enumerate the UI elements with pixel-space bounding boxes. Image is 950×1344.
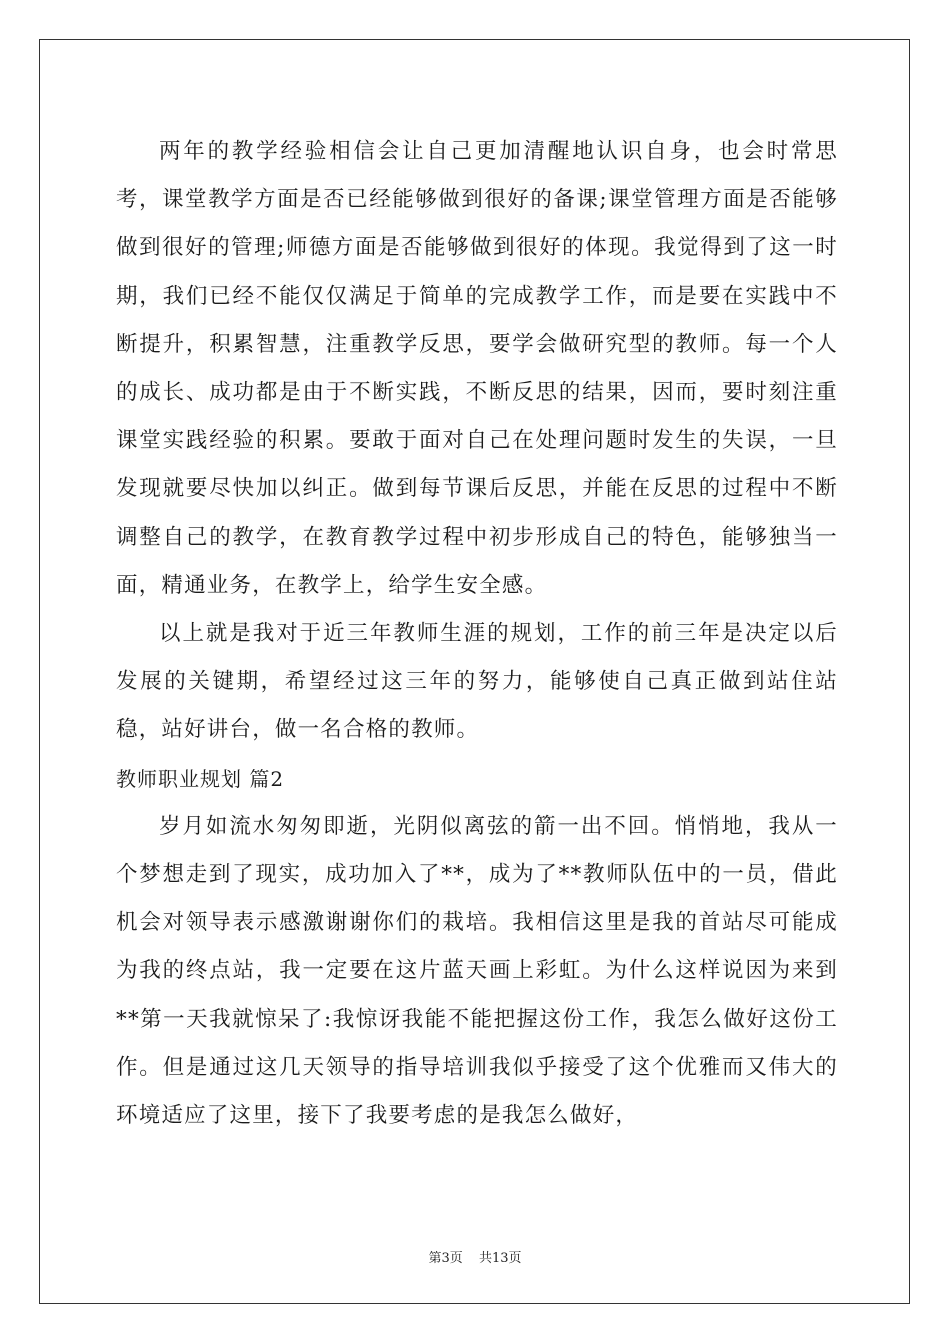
page-number: 第3页 [428, 1251, 463, 1266]
paragraph-summary: 以上就是我对于近三年教师生涯的规划，工作的前三年是决定以后发展的关键期，希望经过这三年的努力，能够使自己真正做到站住站稳，站好讲台，做一名合格的教师。 [116, 621, 838, 743]
section-heading: 教师职业规划 篇2 [116, 766, 285, 791]
document-body [116, 128, 838, 1140]
page-footer [0, 1247, 950, 1266]
page-total: 共13页 [478, 1251, 522, 1266]
paragraph-section-2: 岁月如流水匆匆即逝，光阴似离弦的箭一出不回。悄悄地，我从一个梦想走到了现实，成功加入了**，成为了**教师队伍中的一员，借此机会对领导表示感激谢谢你们的栽培。我相信这里是我的首站尽可能成为我的终点站，我一定要在这片蓝天画上彩虹。为什么这样说因为来到**第一天我就惊呆了:我惊讶我能不能把握这份工作，我怎么做好这份工作。但是通过这几天领导的指导培训我似乎接受了这个优雅而又伟大的环境适应了这里，接下了我要考虑的是我怎么做好， [116, 813, 838, 1129]
paragraph-reflection: 两年的教学经验相信会让自己更加清醒地认识自身，也会时常思考，课堂教学方面是否已经能够做到很好的备课;课堂管理方面是否能够做到很好的管理;师德方面是否能够做到很好的体现。我觉得到了这一时期，我们已经不能仅仅满足于简单的完成教学工作，而是要在实践中不断提升，积累智慧，注重教学反思，要学会做研究型的教师。每一个人的成长、成功都是由于不断实践，不断反思的结果，因而，要时刻注重课堂实践经验的积累。要敢于面对自己在处理问题时发生的失误，一旦发现就要尽快加以纠正。做到每节课后反思，并能在反思的过程中不断调整自己的教学，在教育教学过程中初步形成自己的特色，能够独当一面，精通业务，在教学上，给学生安全感。 [116, 139, 838, 598]
